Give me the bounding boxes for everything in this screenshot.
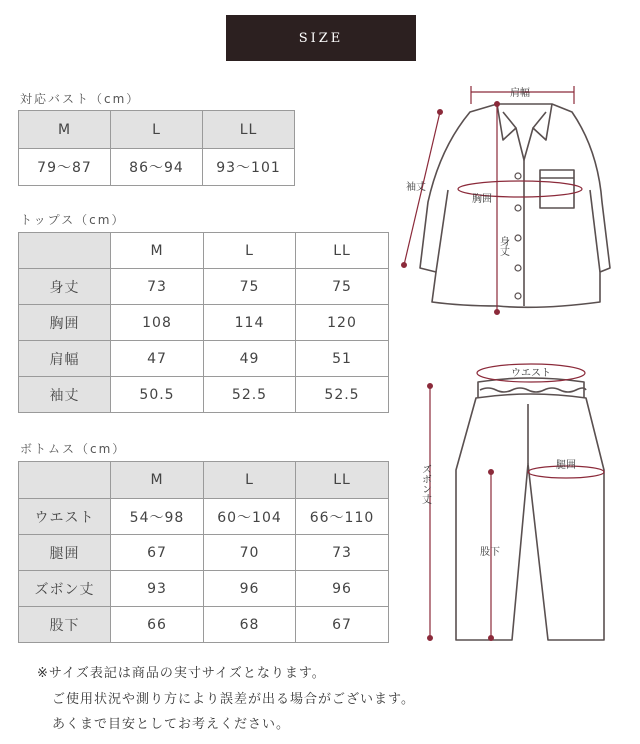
- tops-section-title: トップス（cm）: [20, 213, 126, 227]
- bottoms-cell: 93: [111, 571, 204, 607]
- bottoms-header-m: M: [111, 462, 204, 499]
- tops-cell: 120: [296, 305, 389, 341]
- tops-label-chest: 胸囲: [19, 305, 111, 341]
- label-sleeve: 袖丈: [406, 182, 426, 193]
- tops-header-l: L: [204, 233, 296, 269]
- tops-cell: 49: [204, 341, 296, 377]
- bottoms-cell: 67: [111, 535, 204, 571]
- bottoms-cell: 68: [204, 607, 296, 643]
- label-pants-length: ズボン丈: [419, 464, 431, 504]
- bust-header-m: M: [19, 111, 111, 149]
- bottoms-cell: 54〜98: [111, 499, 204, 535]
- bottoms-label-thigh: 腿囲: [19, 535, 111, 571]
- banner-title: SIZE: [298, 30, 344, 46]
- tops-cell: 52.5: [204, 377, 296, 413]
- bottoms-cell: 66: [111, 607, 204, 643]
- bust-value-l: 86〜94: [111, 149, 203, 186]
- bottoms-section-title: ボトムス（cm）: [20, 442, 127, 456]
- label-waist: ウエスト: [511, 368, 551, 379]
- bottoms-label-inseam: 股下: [19, 607, 111, 643]
- bottoms-cell: 60〜104: [204, 499, 296, 535]
- bust-value-m: 79〜87: [19, 149, 111, 186]
- label-length: 身丈: [497, 236, 509, 256]
- tops-cell: 50.5: [111, 377, 204, 413]
- bust-header-l: L: [111, 111, 203, 149]
- label-thigh: 腿囲: [556, 460, 576, 471]
- tops-cell: 52.5: [296, 377, 389, 413]
- bottoms-cell: 73: [296, 535, 389, 571]
- tops-cell: 47: [111, 341, 204, 377]
- tops-label-length: 身丈: [19, 269, 111, 305]
- bust-value-ll: 93〜101: [203, 149, 295, 186]
- note-line-1: ※サイズ表記は商品の実寸サイズとなります。: [37, 666, 326, 681]
- bottoms-cell: 96: [204, 571, 296, 607]
- bottoms-header-l: L: [204, 462, 296, 499]
- bottoms-cell: 66〜110: [296, 499, 389, 535]
- tops-cell: 114: [204, 305, 296, 341]
- bottoms-cell: 70: [204, 535, 296, 571]
- note-line-3: あくまで目安としてお考えください。: [52, 717, 291, 732]
- tops-cell: 75: [204, 269, 296, 305]
- tops-cell: 73: [111, 269, 204, 305]
- pants-illustration: [456, 378, 604, 640]
- tops-label-shoulder: 肩幅: [19, 341, 111, 377]
- bottoms-cell: 96: [296, 571, 389, 607]
- tops-cell: 51: [296, 341, 389, 377]
- tops-header-m: M: [111, 233, 204, 269]
- shirt-illustration: [420, 104, 610, 307]
- tops-cell: 75: [296, 269, 389, 305]
- bust-header-ll: LL: [203, 111, 295, 149]
- tops-header-ll: LL: [296, 233, 389, 269]
- bust-section-title: 対応バスト（cm）: [20, 92, 141, 106]
- note-line-2: ご使用状況や測り方により誤差が出る場合がございます。: [52, 692, 415, 707]
- bottoms-cell: 67: [296, 607, 389, 643]
- bottoms-header-ll: LL: [296, 462, 389, 499]
- bottoms-label-waist: ウエスト: [19, 499, 111, 535]
- bottoms-label-pants-length: ズボン丈: [19, 571, 111, 607]
- label-chest: 胸囲: [472, 194, 492, 205]
- tops-cell: 108: [111, 305, 204, 341]
- tops-label-sleeve: 袖丈: [19, 377, 111, 413]
- label-shoulder: 肩幅: [510, 88, 530, 99]
- label-inseam: 股下: [480, 547, 500, 558]
